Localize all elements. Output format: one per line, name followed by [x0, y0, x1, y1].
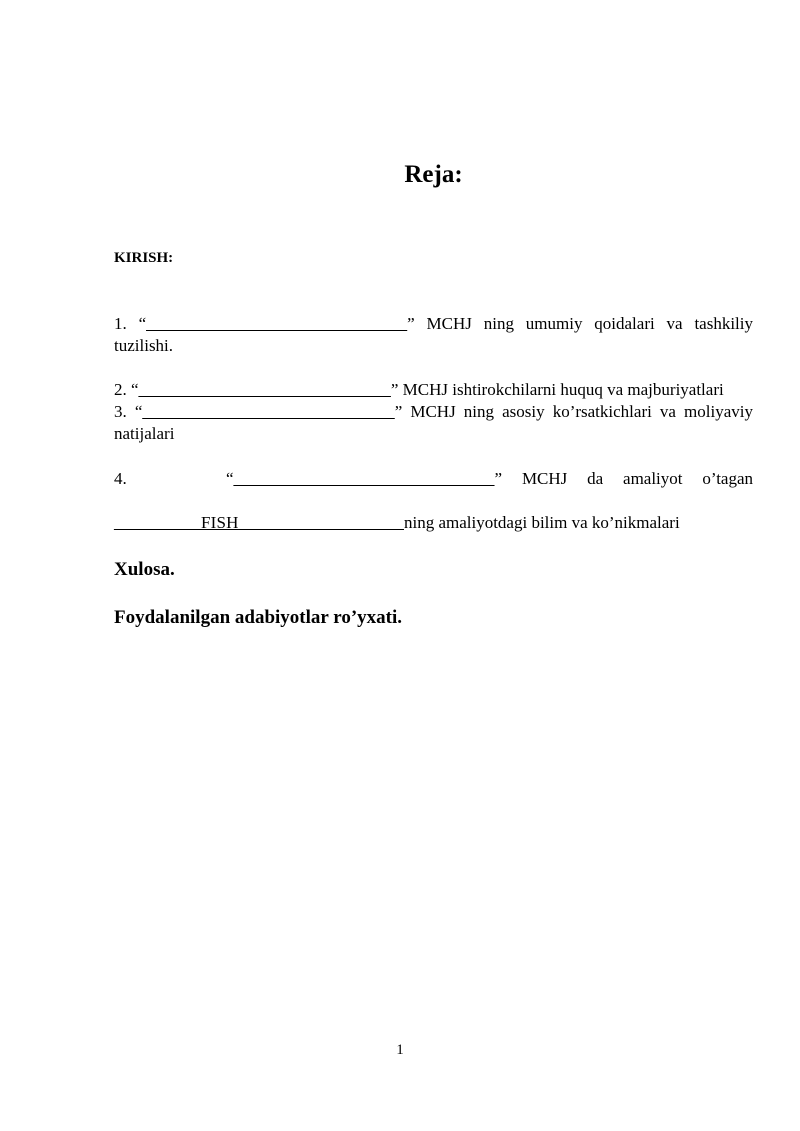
- intro-heading: KIRISH:: [114, 250, 174, 266]
- plan-item-1-number: 1.: [114, 314, 127, 333]
- plan-item-2-number: 2.: [114, 380, 127, 400]
- plan-item-4-text: MCHJ da amaliyot o’tagan: [521, 468, 754, 488]
- page-title: Reja:: [404, 161, 463, 188]
- plan-item-1-quote-close: ”: [407, 314, 415, 333]
- document-body: [114, 0, 753, 629]
- conclusion-heading: Xulosa.: [114, 558, 175, 580]
- plan-item-1-text: MCHJ ning umumiy qoidalari va tashkiliy tuzilishi.: [114, 314, 753, 356]
- plan-item-3-blank: _____________________________: [142, 402, 395, 422]
- page-number: 1: [396, 1042, 404, 1058]
- plan-item-4-continuation-text: ning amaliyotdagi bilim va ko’nikmalari: [403, 512, 680, 532]
- plan-item-4-number: 4.: [114, 468, 127, 488]
- plan-item-3-quote-open: “: [134, 402, 143, 422]
- plan-item-3-quote-close: ”: [394, 402, 403, 422]
- plan-item-2-text: MCHJ ishtirokchilarni huquq va majburiyatlari: [398, 380, 724, 400]
- plan-item-2-quote-close: ”: [390, 380, 399, 400]
- plan-item-1-quote-open: “: [138, 314, 147, 333]
- plan-item-3: [114, 401, 753, 467]
- plan-item-2-quote-open: “: [131, 380, 139, 400]
- plan-list: [114, 313, 753, 534]
- plan-item-4: [114, 468, 753, 512]
- plan-item-4-quote-close: ”: [494, 468, 503, 488]
- plan-item-4-blank: ______________________________: [233, 468, 495, 488]
- plan-item-4-quote-open: “: [225, 468, 234, 488]
- plan-item-4-continuation: [114, 512, 753, 534]
- references-heading: Foydalanilgan adabiyotlar ro’yxati.: [114, 606, 403, 628]
- plan-item-2: [114, 379, 753, 401]
- plan-item-2-blank: _____________________________: [138, 380, 391, 400]
- plan-item-4-blank-left: __________: [114, 512, 201, 532]
- plan-item-1-blank: ______________________________: [146, 314, 408, 333]
- plan-item-4-blank-right: ___________________: [238, 512, 404, 532]
- plan-item-1: [114, 313, 753, 379]
- plan-item-4-fish-label: FISH: [201, 512, 239, 532]
- plan-item-3-text: MCHJ ning asosiy ko’rsatkichlari va moliyaviy natijalari: [114, 402, 753, 444]
- plan-item-3-number: 3.: [114, 402, 127, 422]
